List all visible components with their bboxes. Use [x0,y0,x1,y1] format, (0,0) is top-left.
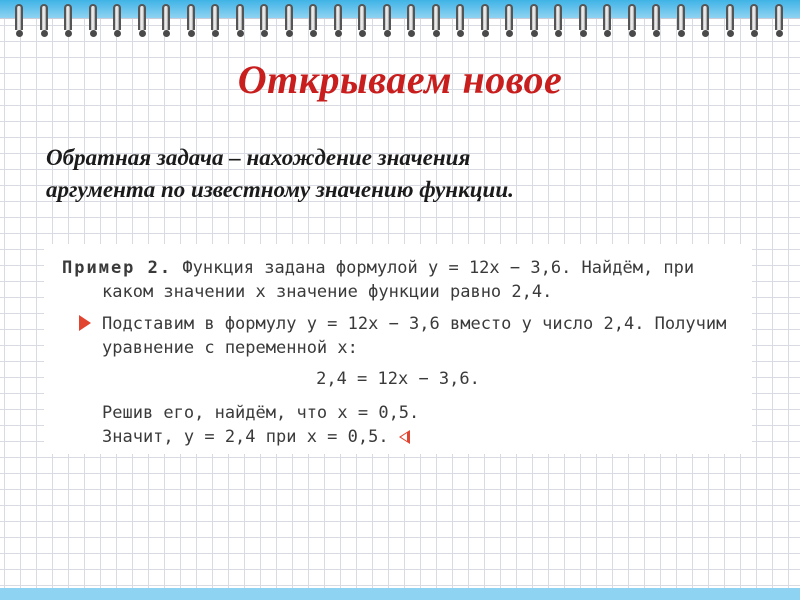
binding-ring [602,4,612,38]
binding-ring [553,4,563,38]
binding-ring [504,4,514,38]
binding-ring [774,4,784,38]
example-conclusion: Значит, y = 2,4 при x = 0,5. [102,427,389,447]
example-line-6: Решив его, найдём, что x = 0,5. [102,403,420,423]
binding-ring [529,4,539,38]
solution-end-triangle-icon [399,430,410,444]
example-equation: 2,4 = 12x − 3,6. [316,369,480,389]
binding-ring [725,4,735,38]
spiral-binding-rings [0,0,800,44]
binding-ring [161,4,171,38]
binding-ring [578,4,588,38]
binding-ring [627,4,637,38]
example-line-4: уравнение с переменной x: [102,338,358,358]
definition-text [46,142,746,206]
binding-ring [357,4,367,38]
binding-ring [112,4,122,38]
binding-ring [406,4,416,38]
binding-ring [700,4,710,38]
binding-ring [455,4,465,38]
binding-ring [137,4,147,38]
binding-ring [651,4,661,38]
example-line-2: каком значении x значение функции равно 2,4. [102,282,553,302]
binding-ring [333,4,343,38]
slide-title: Открываем новое [237,57,563,102]
example-label: Пример 2. [62,258,173,278]
binding-ring [382,4,392,38]
solution-start-triangle-icon [79,315,91,331]
example-block [44,244,752,454]
binding-ring [14,4,24,38]
binding-ring [259,4,269,38]
binding-ring [186,4,196,38]
definition-line-1: Обратная задача – нахождение значения [46,145,471,170]
example-line-1 [62,258,694,278]
binding-ring [39,4,49,38]
binding-ring [63,4,73,38]
binding-ring [308,4,318,38]
example-line-7 [102,427,410,447]
example-line-3: Подставим в формулу y = 12x − 3,6 вместо y число 2,4. Получим [102,314,727,334]
binding-ring [431,4,441,38]
binding-ring [284,4,294,38]
binding-ring [676,4,686,38]
binding-ring [210,4,220,38]
definition-line-2: аргумента по известному значению функции. [46,177,514,202]
binding-ring [88,4,98,38]
binding-ring [235,4,245,38]
bottom-color-strip [0,588,800,600]
binding-ring [749,4,759,38]
binding-ring [480,4,490,38]
example-condition-part1: Функция задана формулой y = 12x − 3,6. Найдём, при [182,258,695,278]
